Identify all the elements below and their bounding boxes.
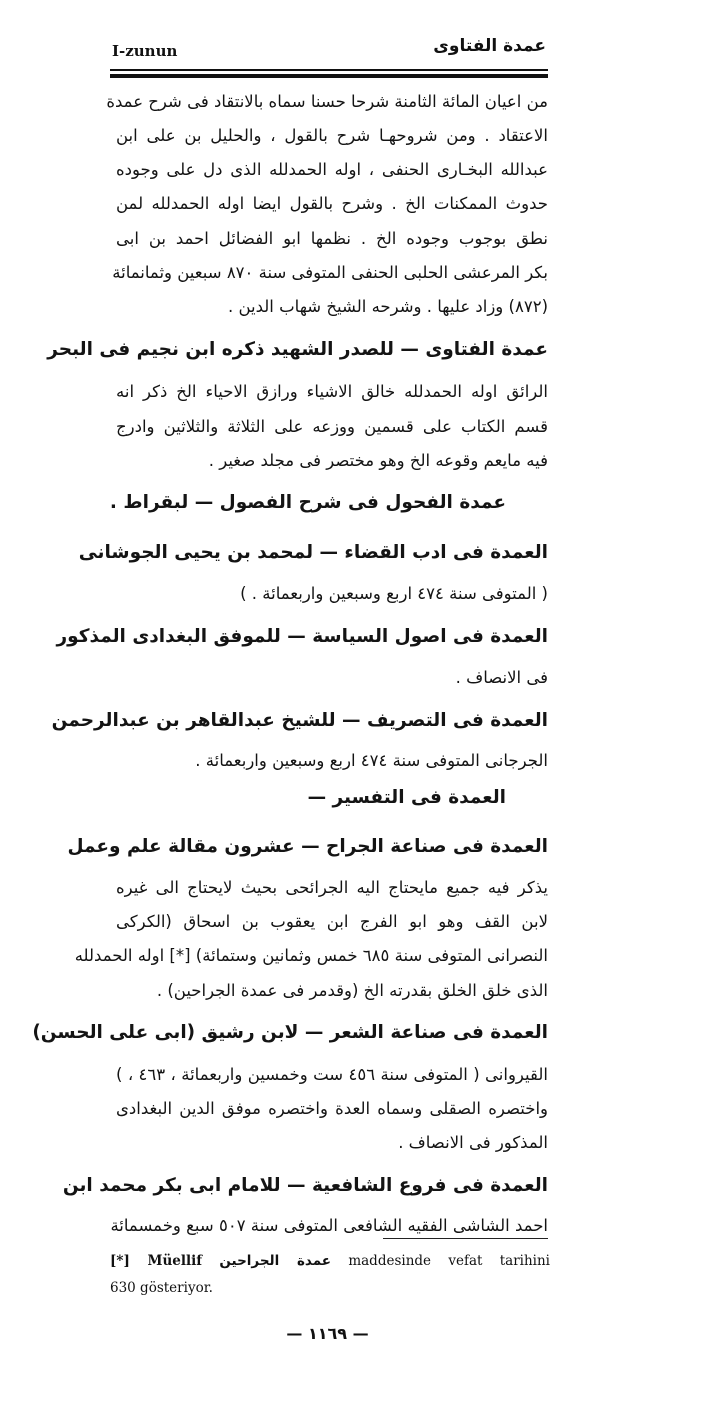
page-header: [0, 36, 711, 68]
text-line: حدوث الممكنات الخ . وشرح بالقول ايضا اوله الحمدلله لمن: [116, 194, 548, 213]
text-line: القيروانى ( المتوفى سنة ٤٥٦ ست وخمسين واربعمائة ، ٤٦٣ ، ): [116, 1065, 548, 1084]
footnote-marker: [*] Müellif: [110, 1253, 203, 1269]
text-line: من اعيان المائة الثامنة شرحا حسنا سماه بالانتقاد فى شرح عمدة: [106, 92, 548, 111]
entry-heading-line: عمدة الفحول فى شرح الفصول — لبقراط .: [109, 492, 506, 513]
text-line: عبدالله البخـارى الحنفى ، اوله الحمدلله الذى دل على وجوده: [116, 160, 548, 179]
entry-heading-line: العمدة فى ادب القضاء — لمحمد بن يحيى الجوشانى: [78, 542, 548, 563]
text-line: (٨٧٢) وزاد عليها . وشرحه الشيخ شهاب الدين .: [227, 297, 548, 316]
text-line: الذى خلق الخلق بقدرته الخ (وقدمر فى عمدة الجراحين) .: [156, 981, 548, 1000]
footnote-text: maddesinde vefat tarihini: [348, 1253, 550, 1269]
text-line: الاعتقاد . ومن شروحهـا شرح بالقول ، والحليل بن على ابن: [116, 126, 548, 145]
page-number: — ١١٦٩ —: [286, 1324, 369, 1343]
footnote-arabic-title: عمدة الجراحين: [219, 1253, 332, 1269]
footnote: [110, 1252, 550, 1270]
text-line: بكر المرعشى الحلبى الحنفى المتوفى سنة ٨٧٠ سبعين وثمانمائة: [112, 263, 548, 282]
text-line: النصرانى المتوفى سنة ٦٨٥ خمس وثمانين وستمائة) [*] اوله الحمدلله: [74, 946, 548, 965]
text-line: الرائق اوله الحمدلله خالق الاشياء ورازق الاحياء الخ ذكر انه: [116, 382, 548, 401]
entry-heading-line: العمدة فى اصول السياسة — للموفق البغدادى المذكور: [56, 626, 548, 647]
text-line: نطق بوجوب وجوده الخ . نظمها ابو الفضائل احمد بن ابى: [116, 229, 548, 248]
text-line: يذكر فيه جميع مايحتاج اليه الجرائحى بحيث لايحتاج الى غيره: [116, 878, 548, 897]
text-line: فيه مايعم وقوعه الخ وهو مختصر فى مجلد صغير .: [208, 451, 548, 470]
header-rule-thick: [110, 74, 548, 78]
text-line: فى الانصاف .: [455, 668, 548, 687]
text-line: لابن القف وهو ابو الفرج ابن يعقوب بن اسحاق (الكركى: [116, 912, 548, 931]
footnote-separator: [383, 1238, 548, 1239]
footnote-continuation: 630 gösteriyor.: [110, 1280, 213, 1296]
entry-heading-line: العمدة فى التصريف — للشيخ عبدالقاهر بن عبدالرحمن: [51, 710, 548, 731]
header-column-label: I-zunun: [112, 42, 178, 60]
entry-heading-line: العمدة فى صناعة الجراح — عشرون مقالة علم وعمل: [67, 836, 548, 857]
entry-heading-line: عمدة الفتاوى — للصدر الشهيد ذكره ابن نجيم فى البحر: [47, 339, 548, 360]
text-line: المذكور فى الانصاف .: [398, 1133, 548, 1152]
text-line: الجرجانى المتوفى سنة ٤٧٤ اربع وسبعين واربعمائة .: [195, 751, 548, 770]
entry-heading-line: العمدة فى فروع الشافعية — للامام ابى بكر محمد ابن: [62, 1175, 548, 1196]
text-line: قسم الكتاب على قسمين ووزعه على الثلاثة والثلاثين وادرج: [116, 417, 548, 436]
header-running-title: عمدة الفتاوى: [433, 36, 546, 56]
entry-heading-line: العمدة فى التفسير —: [307, 787, 506, 808]
entry-heading-line: العمدة فى صناعة الشعر — لابن رشيق (ابى على الحسن): [32, 1022, 548, 1043]
text-line: واختصره الصقلى وسماه العدة واختصره موفق الدين البغدادى: [116, 1099, 548, 1118]
header-rule-thin: [110, 69, 548, 71]
text-line: ( المتوفى سنة ٤٧٤ اربع وسبعين واربعمائة . ): [240, 584, 548, 603]
text-line: احمد الشاشى الفقيه الشافعى المتوفى سنة ٥٠٧ سبع وخمسمائة: [110, 1216, 548, 1235]
